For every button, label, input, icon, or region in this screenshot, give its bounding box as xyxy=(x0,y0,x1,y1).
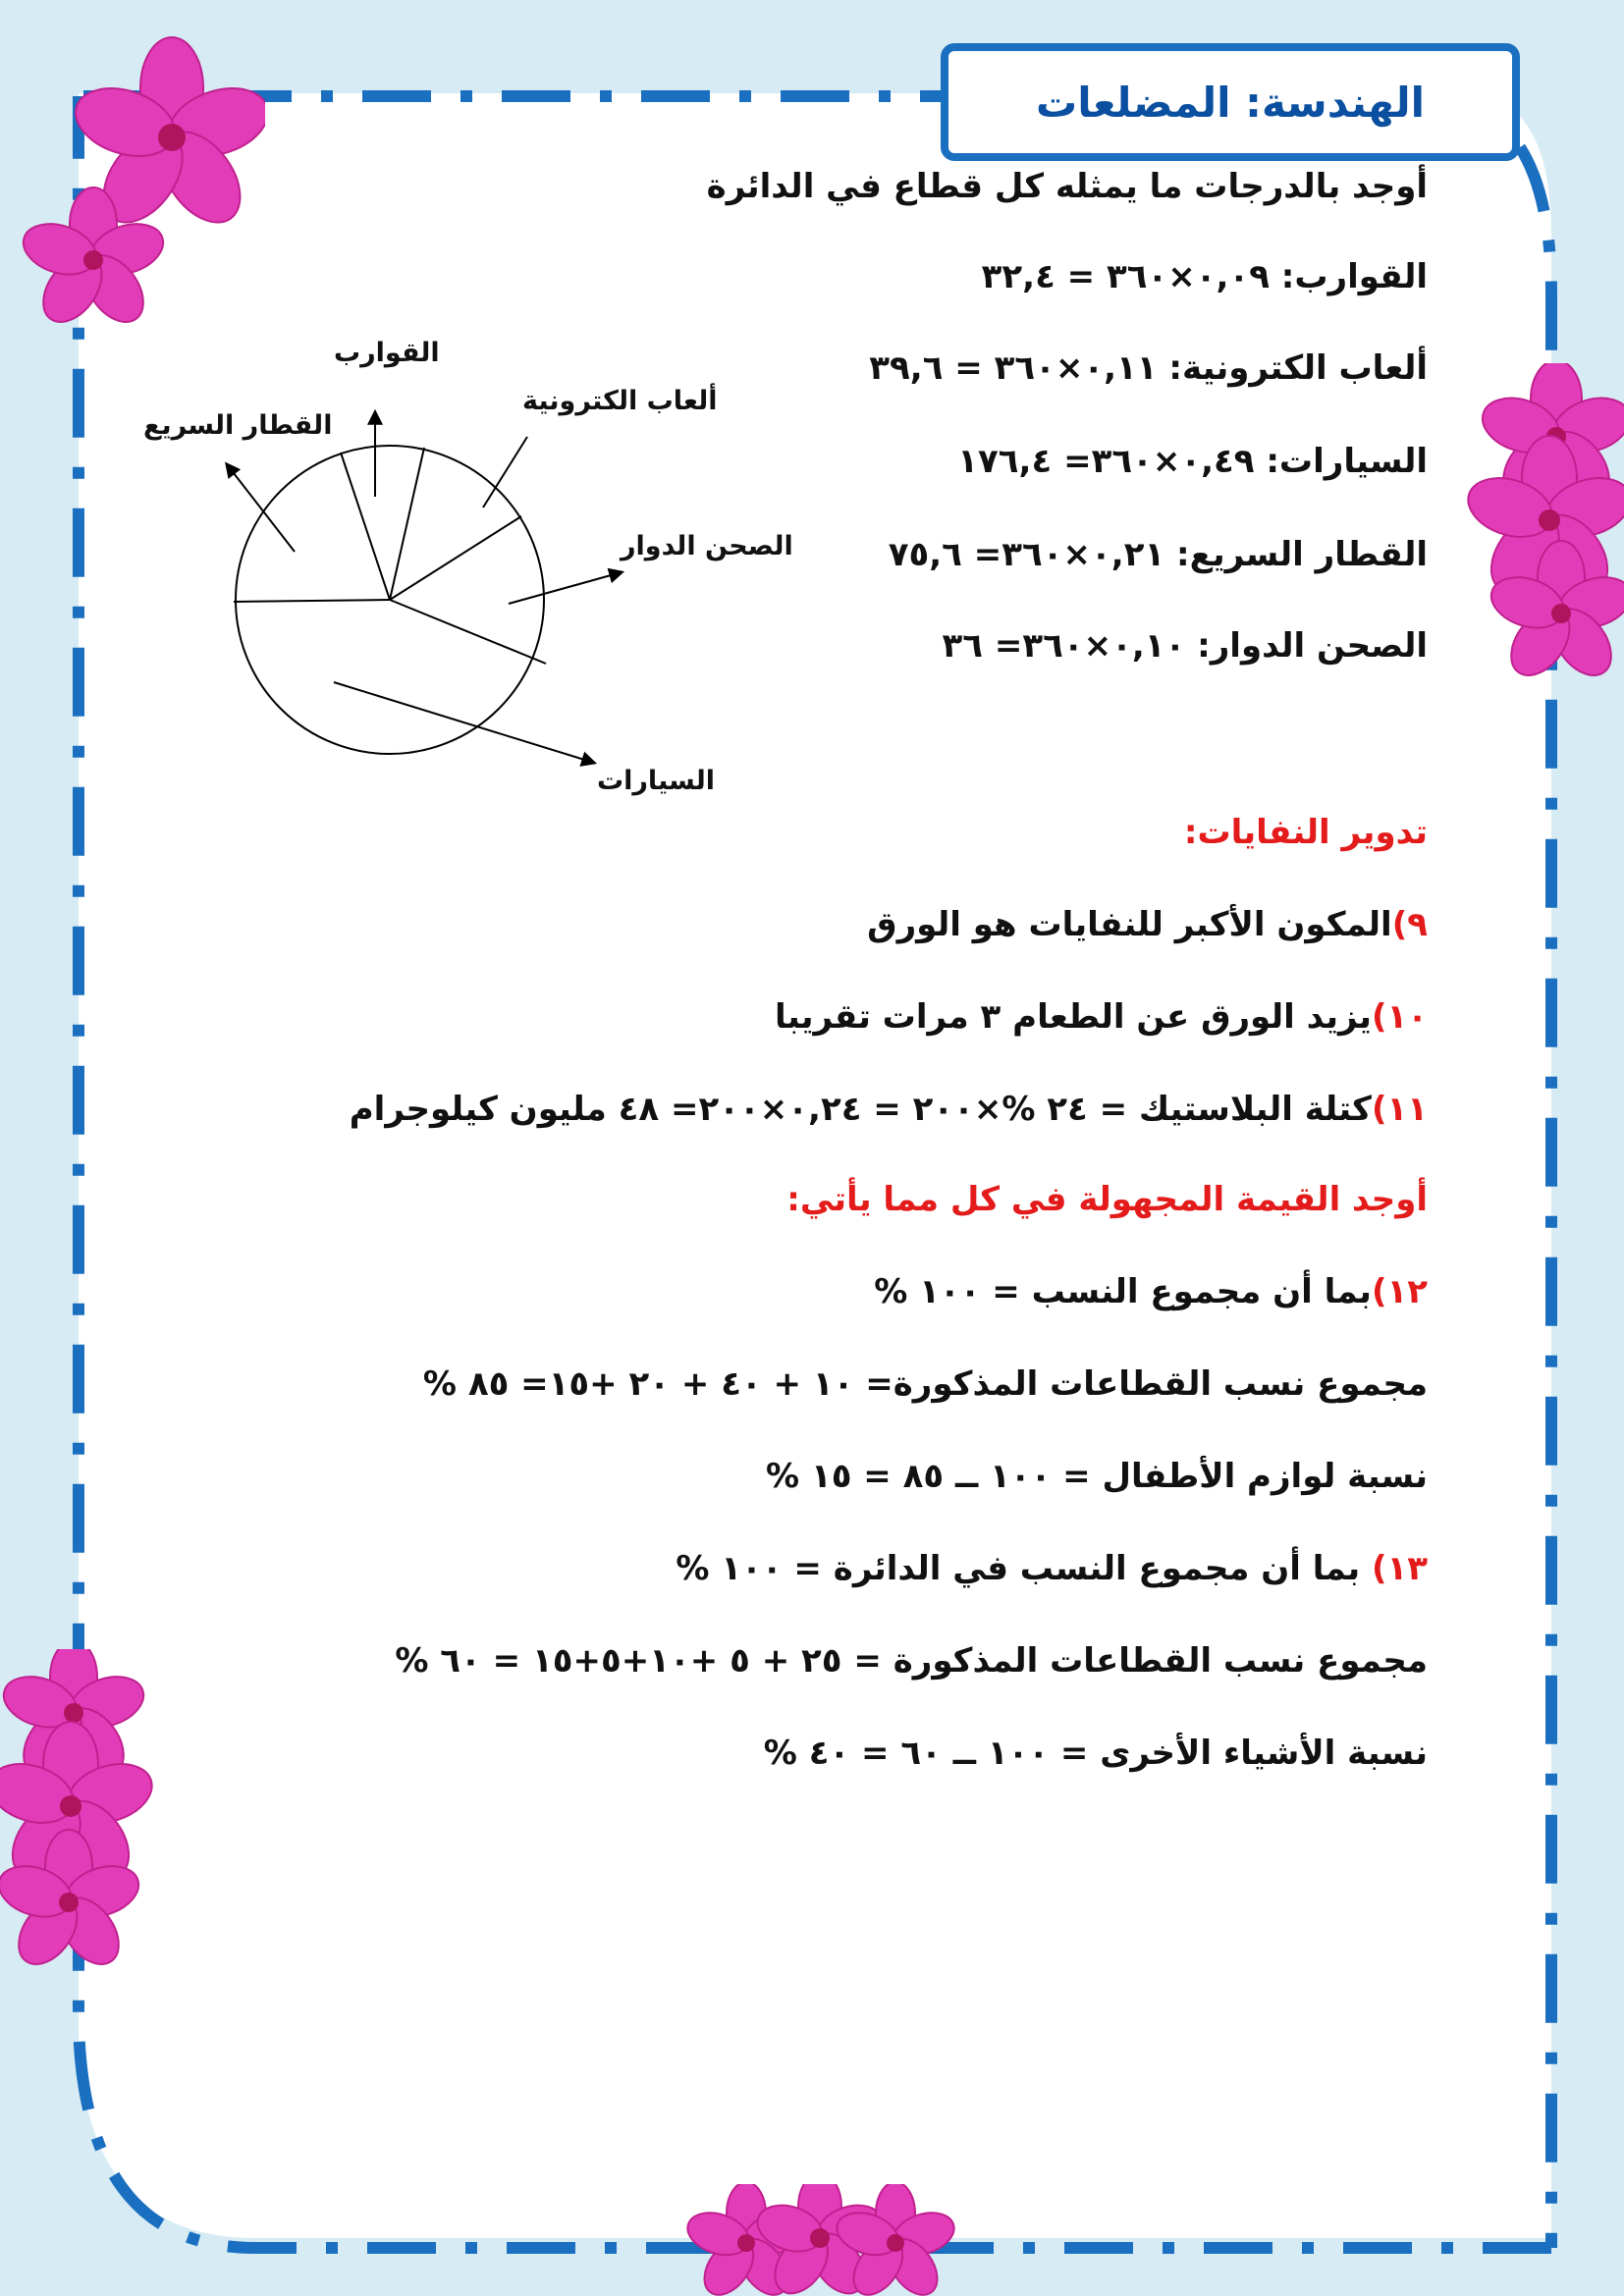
label-wheel: الصحن الدوار xyxy=(621,531,793,561)
item-number: ١٠) xyxy=(1371,997,1428,1037)
text-line: أوجد بالدرجات ما يمثله كل قطاع في الدائرة xyxy=(706,167,1428,206)
numbered-line xyxy=(867,905,1428,944)
item-number: ١١) xyxy=(1371,1090,1428,1129)
label-games: ألعاب الكترونية xyxy=(522,386,718,416)
item-text: بما أن مجموع النسب = ١٠٠ % xyxy=(874,1272,1372,1311)
text-line: نسبة الأشياء الأخرى = ١٠٠ ــ ٦٠ = ٤٠ % xyxy=(763,1734,1428,1773)
text-line: مجموع نسب القطاعات المذكورة = ٢٥ + ٥ +١٠+٥+١٥ = ٦٠ % xyxy=(395,1641,1428,1681)
flower-icon xyxy=(1463,363,1624,687)
text-line: القوارب: ٠,٠٩×٣٦٠ = ٣٢,٤ xyxy=(981,257,1428,296)
item-text: المكون الأكبر للنفايات هو الورق xyxy=(867,905,1392,944)
item-number: ١٣) xyxy=(1371,1549,1428,1588)
item-number: ٩) xyxy=(1391,905,1428,944)
flower-icon xyxy=(0,1649,167,1973)
text-line: ألعاب الكترونية: ٠,١١×٣٦٠ = ٣٩,٦ xyxy=(869,348,1428,388)
numbered-line xyxy=(350,1090,1428,1129)
page-title: الهندسة: المضلعات xyxy=(1035,78,1426,127)
item-text: كتلة البلاستيك = ٢٤ %×٢٠٠ = ٠,٢٤×٢٠٠= ٤٨ مليون كيلوجرام xyxy=(349,1090,1372,1129)
text-line: الصحن الدوار: ٠,١٠×٣٦٠= ٣٦ xyxy=(942,626,1428,666)
sector-lines xyxy=(234,448,546,664)
flower-icon xyxy=(10,20,265,334)
text-line: نسبة لوازم الأطفال = ١٠٠ ــ ٨٥ = ١٥ % xyxy=(766,1457,1428,1496)
text-line: السيارات: ٠,٤٩×٣٦٠= ١٧٦,٤ xyxy=(957,442,1428,481)
item-number: ١٢) xyxy=(1371,1272,1428,1311)
label-cars: السيارات xyxy=(597,766,715,796)
item-text: بما أن مجموع النسب في الدائرة = ١٠٠ % xyxy=(676,1549,1372,1588)
label-train: القطار السريع xyxy=(143,410,333,441)
numbered-line xyxy=(775,997,1428,1037)
item-text: يزيد الورق عن الطعام ٣ مرات تقريبا xyxy=(775,997,1372,1037)
text-line: القطار السريع: ٠,٢١×٣٦٠= ٧٥,٦ xyxy=(888,535,1428,574)
text-line: مجموع نسب القطاعات المذكورة= ١٠ + ٤٠ + ٢٠ +١٥= ٨٥ % xyxy=(422,1364,1428,1404)
section-heading: تدوير النفايات: xyxy=(1183,813,1428,852)
arrow-icon xyxy=(509,572,622,604)
numbered-line xyxy=(676,1549,1428,1588)
arrow-icon xyxy=(227,464,295,552)
numbered-line xyxy=(874,1272,1428,1311)
flower-icon xyxy=(677,2184,962,2296)
title-box xyxy=(941,43,1520,161)
section-heading: أوجد القيمة المجهولة في كل مما يأتي: xyxy=(786,1180,1428,1219)
arrow-icon xyxy=(334,682,594,763)
label-boats: القوارب xyxy=(334,338,440,368)
